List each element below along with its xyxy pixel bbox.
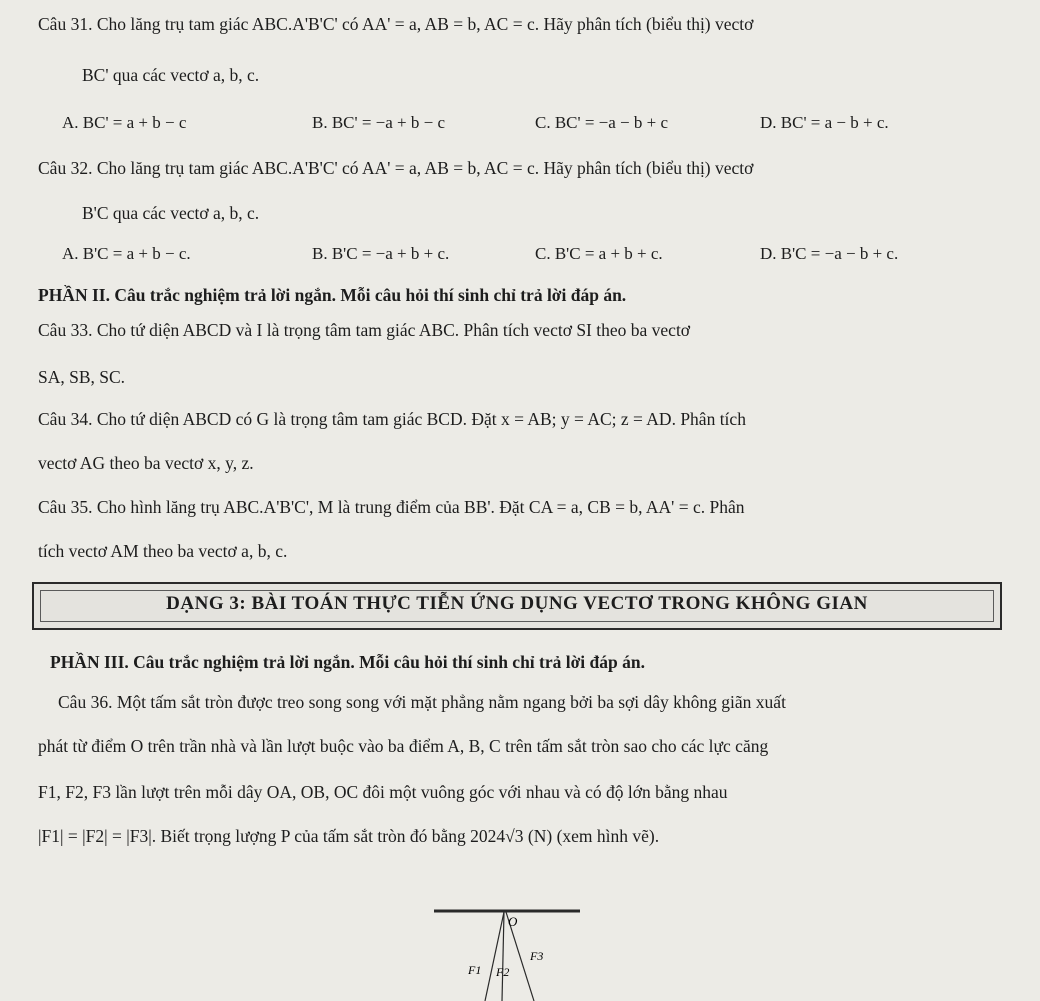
part3-heading: PHẦN III. Câu trắc nghiệm trả lời ngắn. Mỗi câu hỏi thí sinh chỉ trả lời đáp án. xyxy=(50,652,645,672)
q31-answer-b: B. BC' = −a + b − c xyxy=(312,113,446,132)
q36-line3: F1, F2, F3 lần lượt trên mỗi dây OA, OB, OC đôi một vuông góc với nhau và có độ lớn bằng nhau xyxy=(38,782,728,802)
rope-oa xyxy=(485,912,504,1001)
q31-line2: BC' qua các vectơ a, b, c. xyxy=(82,65,260,85)
q35-line1: Câu 35. Cho hình lăng trụ ABC.A'B'C', M là trung điểm của BB'. Đặt CA = a, CB = b, AA' = c. Phân xyxy=(38,497,745,517)
q31-answer-d: D. BC' = a − b + c. xyxy=(760,113,889,132)
f1-label: F1 xyxy=(468,963,482,977)
q33-line1: Câu 33. Cho tứ diện ABCD và I là trọng tâm tam giác ABC. Phân tích vectơ SI theo ba vectơ xyxy=(38,320,691,340)
q32-answer-c: C. B'C = a + b + c. xyxy=(535,244,663,263)
q33-line2: SA, SB, SC. xyxy=(38,367,126,387)
force-diagram xyxy=(430,900,590,1001)
q32-line2: B'C qua các vectơ a, b, c. xyxy=(82,203,260,223)
q31-line1: Câu 31. Cho lăng trụ tam giác ABC.A'B'C' có AA' = a, AB = b, AC = c. Hãy phân tích (biểu thị) vectơ xyxy=(38,14,754,34)
q36-line1: Câu 36. Một tấm sắt tròn được treo song song với mặt phẳng nằm ngang bởi ba sợi dây không giãn xuất xyxy=(58,692,786,712)
q31-answer-c: C. BC' = −a − b + c xyxy=(535,113,669,132)
q32-answer-b: B. B'C = −a + b + c. xyxy=(312,244,450,263)
q31-answer-a: A. BC' = a + b − c xyxy=(62,113,187,132)
f2-label: F2 xyxy=(496,965,510,979)
q32-answer-d: D. B'C = −a − b + c. xyxy=(760,244,899,263)
f3-label: F3 xyxy=(530,949,544,963)
banner-title: DẠNG 3: BÀI TOÁN THỰC TIỄN ỨNG DỤNG VECTƠ TRONG KHÔNG GIAN xyxy=(166,593,868,614)
q34-line2: vectơ AG theo ba vectơ x, y, z. xyxy=(38,453,254,473)
q35-line2: tích vectơ AM theo ba vectơ a, b, c. xyxy=(38,541,288,561)
q36-line4: |F1| = |F2| = |F3|. Biết trọng lượng P của tấm sắt tròn đó bằng 2024√3 (N) (xem hình vẽ). xyxy=(38,826,660,846)
q32-answer-a: A. B'C = a + b − c. xyxy=(62,244,191,263)
q32-line1: Câu 32. Cho lăng trụ tam giác ABC.A'B'C' có AA' = a, AB = b, AC = c. Hãy phân tích (biểu thị) vectơ xyxy=(38,158,754,178)
point-o-label: O xyxy=(508,914,518,929)
q34-line1: Câu 34. Cho tứ diện ABCD có G là trọng tâm tam giác BCD. Đặt x = AB; y = AC; z = AD. Phân tích xyxy=(38,409,746,429)
q36-line2: phát từ điểm O trên trần nhà và lần lượt buộc vào ba điểm A, B, C trên tấm sắt tròn sao cho các lực căng xyxy=(38,736,769,756)
rope-ob xyxy=(502,912,504,1001)
section-banner xyxy=(32,582,1002,630)
part2-heading: PHẦN II. Câu trắc nghiệm trả lời ngắn. Mỗi câu hỏi thí sinh chỉ trả lời đáp án. xyxy=(38,285,627,305)
